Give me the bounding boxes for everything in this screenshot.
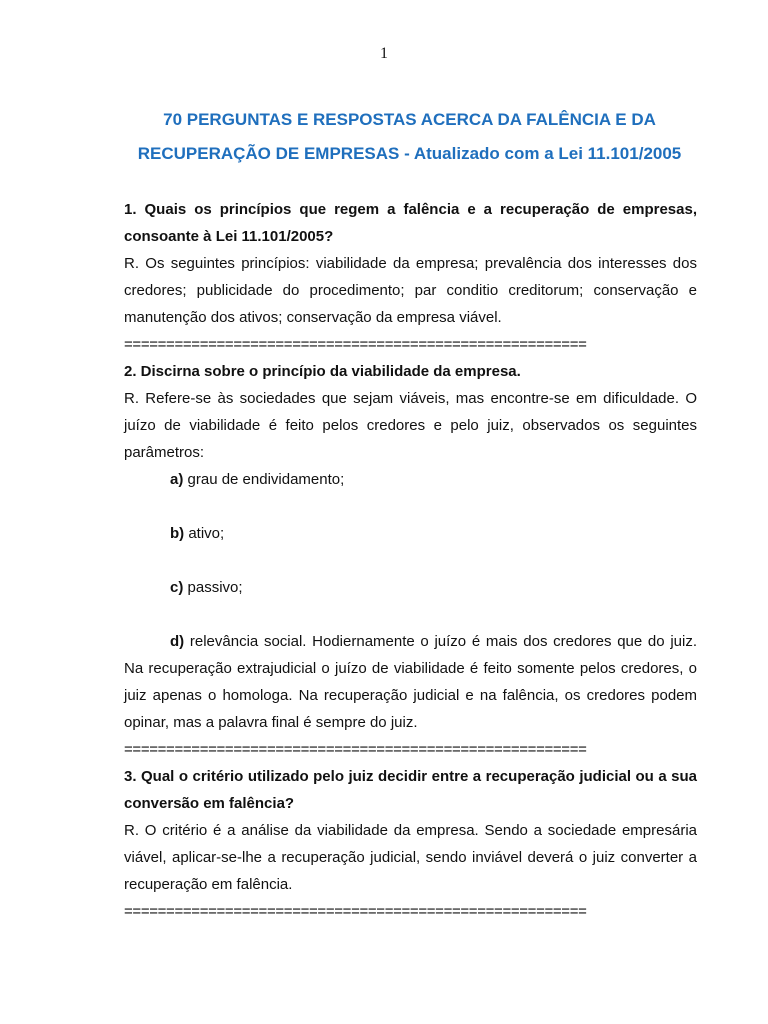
- separator: =======================================================: [124, 741, 587, 758]
- answer-3: R. O critério é a análise da viabilidade da empresa. Sendo a sociedade empresária viável, aplicar-se-lhe a recuperação judicial, sendo inviável deverá o juiz converter a recuperação em falência.: [124, 822, 697, 893]
- list-letter: c): [170, 579, 184, 596]
- question-1: 1. Quais os princípios que regem a falência e a recuperação de empresas, consoante à Lei 11.101/2005?: [124, 201, 697, 245]
- list-text: passivo;: [183, 579, 243, 596]
- title-main: RECUPERAÇÃO DE EMPRESAS: [137, 144, 400, 163]
- list-item-c: [124, 574, 697, 601]
- document-body: [124, 196, 697, 925]
- list-text: relevância social. Hodiernamente o juízo é mais dos credores que do juiz. Na recuperação extrajudicial o juízo de viabilidade é feito somente pelos credores, o juiz apenas o homologa. Na recuperação judicial e na falência, os credores podem opinar, mas a palavra final é sempre do juiz.: [124, 633, 697, 731]
- separator: =======================================================: [124, 336, 587, 353]
- list-text: grau de endividamento;: [183, 471, 345, 488]
- document-title-line-2: [124, 144, 695, 164]
- list-letter: d): [170, 633, 185, 650]
- list-item-a: [124, 466, 697, 493]
- page-number: 1: [380, 45, 388, 62]
- document-title-line-1: 70 PERGUNTAS E RESPOSTAS ACERCA DA FALÊNCIA E DA: [163, 110, 656, 129]
- list-letter: a): [170, 471, 184, 488]
- list-text: ativo;: [184, 525, 225, 542]
- answer-2: R. Refere-se às sociedades que sejam viáveis, mas encontre-se em dificuldade. O juízo de viabilidade é feito pelos credores e pelo juiz, observados os seguintes parâmetros:: [124, 390, 697, 461]
- answer-1: R. Os seguintes princípios: viabilidade da empresa; prevalência dos interesses dos credores; publicidade do procedimento; par conditio creditorum; conservação e manutenção dos ativos; conservação da empresa viável.: [124, 255, 697, 326]
- title-suffix: - Atualizado com a Lei 11.101/2005: [399, 144, 682, 163]
- question-3: 3. Qual o critério utilizado pelo juiz decidir entre a recuperação judicial ou a sua conversão em falência?: [124, 768, 697, 812]
- list-item-b: [124, 520, 697, 547]
- list-item-d: [124, 628, 697, 736]
- separator: =======================================================: [124, 903, 587, 920]
- list-letter: b): [170, 525, 185, 542]
- question-2: 2. Discirna sobre o princípio da viabilidade da empresa.: [124, 363, 521, 380]
